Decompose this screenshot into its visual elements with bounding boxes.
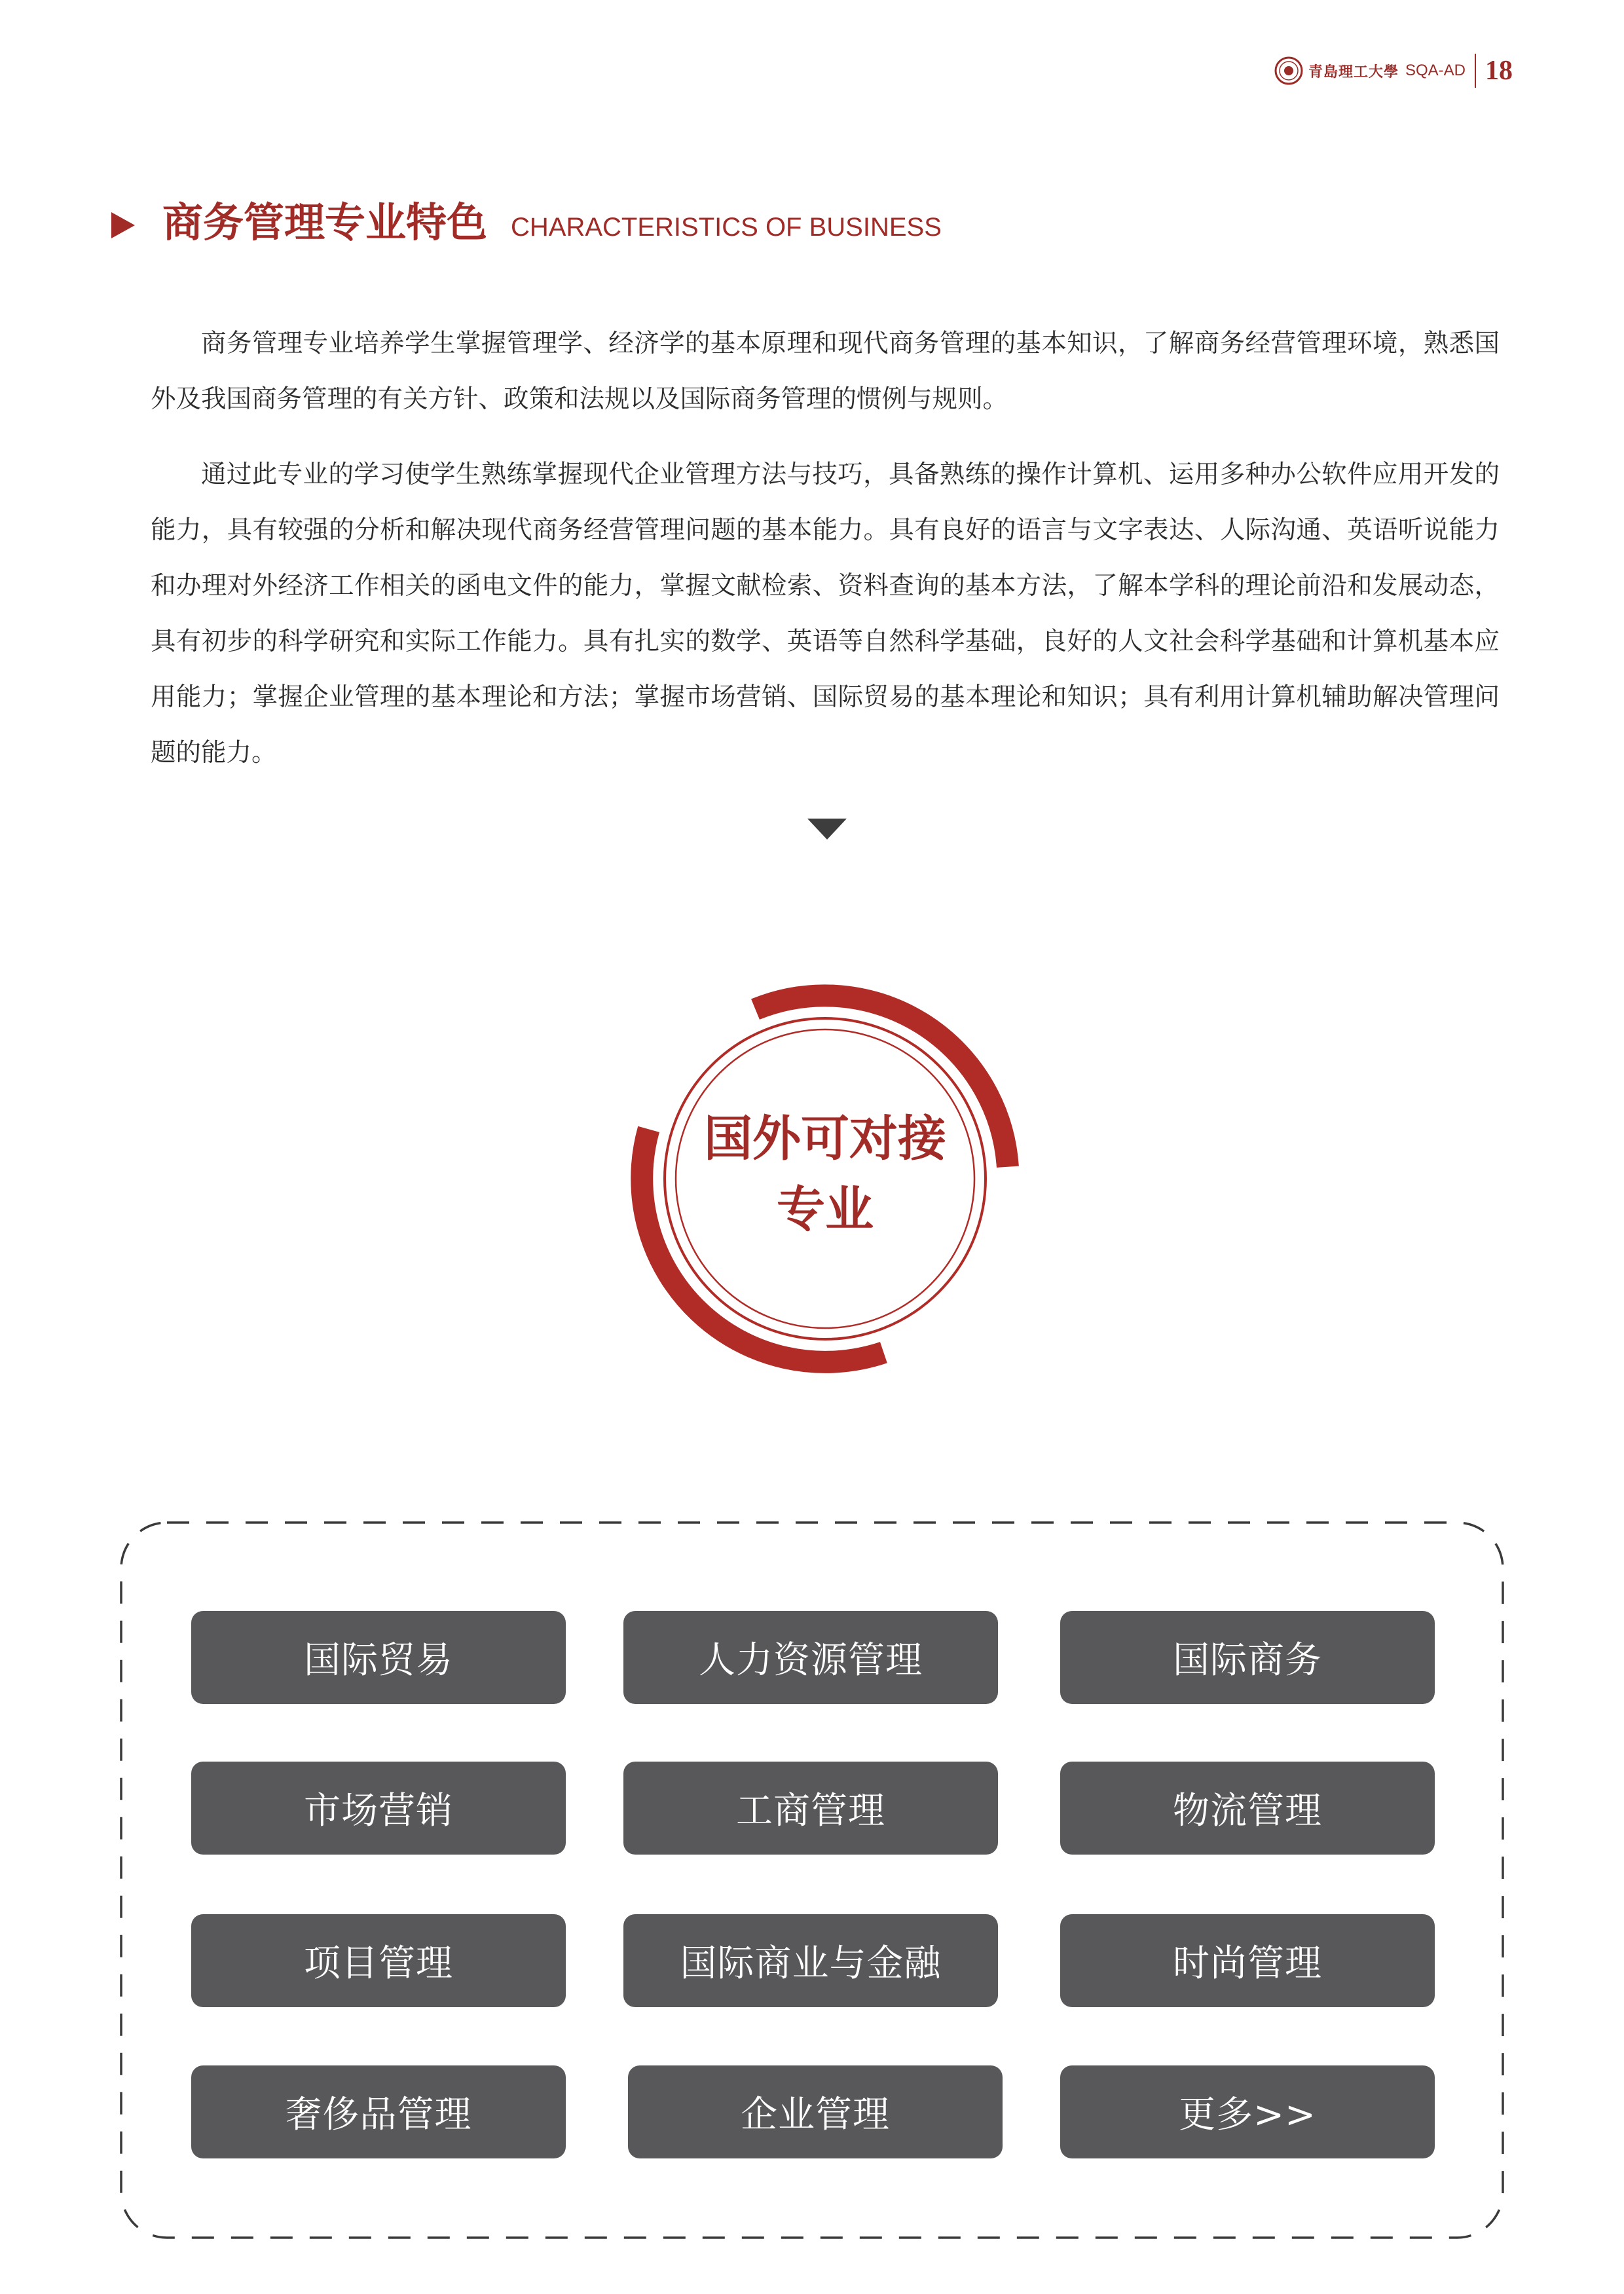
major-button-project-management[interactable]: 项目管理 xyxy=(191,1914,566,2007)
section-title-cn: 商务管理专业特色 xyxy=(162,198,488,246)
university-name: 青島理工大學 xyxy=(1308,63,1399,81)
more-majors-button[interactable]: 更多>> xyxy=(1060,2065,1435,2158)
program-label: SQA-AD xyxy=(1405,62,1466,79)
major-button-marketing[interactable]: 市场营销 xyxy=(191,1762,566,1855)
circle-label-line1: 国外可对接 xyxy=(704,1111,946,1167)
circle-label xyxy=(563,1103,1087,1245)
major-button-international-business[interactable]: 国际商务 xyxy=(1060,1611,1435,1704)
section-title xyxy=(110,196,942,249)
page-number: 18 xyxy=(1485,56,1513,86)
down-triangle-icon xyxy=(807,819,847,841)
transferable-majors-circle xyxy=(563,917,1087,1441)
major-button-fashion-management[interactable]: 时尚管理 xyxy=(1060,1914,1435,2007)
skills-paragraph: 通过此专业的学习使学生熟练掌握现代企业管理方法与技巧，具备熟练的操作计算机、运用多种办公软件应用开发的能力，具有较强的分析和解决现代商务经营管理问题的基本能力。具有良好的语言与文字表达、人际沟通、英语听说能力和办理对外经济工作相关的函电文件的能力，掌握文献检索、资料查询的基本方法，了解本学科的理论前沿和发展动态，具有初步的科学研究和实际工作能力。具有扎实的数学、英语等自然科学基础，良好的人文社会科学基础和计算机基本应用能力；掌握企业管理的基本理论和方法；掌握市场营销、国际贸易的基本理论和知识；具有利用计算机辅助解决管理问题的能力。 xyxy=(151,460,1500,768)
majors-panel xyxy=(119,1521,1505,2240)
intro-paragraph: 商务管理专业培养学生掌握管理学、经济学的基本原理和现代商务管理的基本知识，了解商务经营管理环境，熟悉国外及我国商务管理的有关方针、政策和法规以及国际商务管理的惯例与规则。 xyxy=(151,329,1500,414)
circle-label-line2: 专业 xyxy=(777,1181,874,1238)
major-button-enterprise-management[interactable]: 企业管理 xyxy=(628,2065,1003,2158)
major-button-luxury-management[interactable]: 奢侈品管理 xyxy=(191,2065,566,2158)
major-button-international-business-finance[interactable]: 国际商业与金融 xyxy=(623,1914,998,2007)
major-button-human-resource-management[interactable]: 人力资源管理 xyxy=(623,1611,998,1704)
page-header xyxy=(1274,51,1513,90)
major-button-logistics-management[interactable]: 物流管理 xyxy=(1060,1762,1435,1855)
section-title-en: CHARACTERISTICS OF BUSINESS xyxy=(511,213,942,242)
major-button-business-administration[interactable]: 工商管理 xyxy=(623,1762,998,1855)
header-divider xyxy=(1475,54,1476,88)
university-seal-icon xyxy=(1274,56,1303,85)
play-arrow-icon xyxy=(110,211,136,240)
major-button-international-trade[interactable]: 国际贸易 xyxy=(191,1611,566,1704)
